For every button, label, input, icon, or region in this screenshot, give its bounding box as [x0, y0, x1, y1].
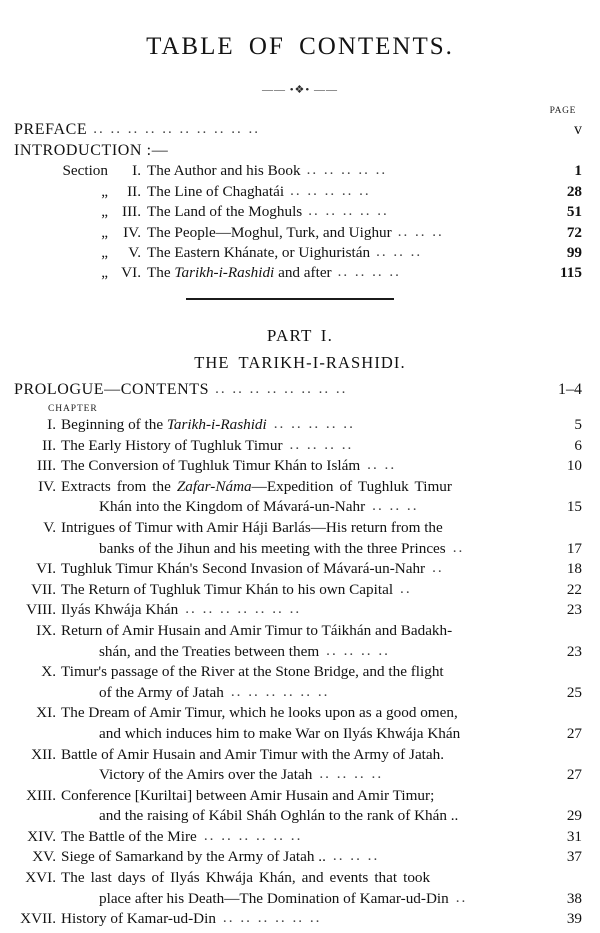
- toc-row-section-5[interactable]: [0, 243, 600, 263]
- chapter-page: 6: [574, 436, 582, 454]
- toc-row-chapter-6[interactable]: [0, 559, 600, 580]
- chapter-title-line2: shán, and the Treaties between them: [99, 642, 320, 660]
- chapter-page: 18: [566, 560, 582, 578]
- chapter-page: 25: [566, 683, 582, 701]
- toc-row-chapter-1[interactable]: [0, 415, 600, 436]
- leader-dots: .. .. .. .. ..: [273, 415, 355, 432]
- front-matter-list: [0, 120, 600, 284]
- chapter-numeral: XVI.: [25, 869, 56, 887]
- toc-row-section-2[interactable]: [0, 182, 600, 202]
- section-title: The Author and his Book: [147, 162, 301, 180]
- chapter-title-line2: Victory of the Amirs over the Jatah: [99, 766, 313, 784]
- chapter-numeral: XVII.: [20, 910, 56, 928]
- chapter-title: The Dream of Amir Timur, which he looks upon as a good omen,: [61, 704, 458, 722]
- chapter-numeral: XIV.: [27, 827, 56, 845]
- toc-row-chapter-9[interactable]: [0, 621, 600, 642]
- leader-dots: .. .. .. .. .. ..: [230, 682, 330, 700]
- section-title-italic: Tarikh-i-Rashidi: [174, 264, 275, 282]
- chapter-numeral: I.: [47, 416, 56, 433]
- chapter-title: The Conversion of Tughluk Timur Khán to Islám: [61, 457, 361, 475]
- leader-dots: .. .. .. .. .. ..: [203, 826, 303, 844]
- chapter-page: 10: [566, 457, 582, 475]
- chapter-title-line2: and the raising of Kábil Sháh Oghlán to the rank of Khán ..: [99, 807, 459, 825]
- leader-dots: .. .. ..: [332, 847, 380, 865]
- toc-row-chapter-16[interactable]: [0, 868, 600, 889]
- section-numeral: I.: [132, 162, 141, 180]
- toc-row-chapter-16-cont[interactable]: [0, 889, 600, 910]
- prologue-block: [0, 380, 600, 415]
- chapter-page: 23: [566, 601, 582, 619]
- leader-dots: .. .. .. .. .. .. .. ..: [215, 381, 348, 397]
- leader-dots: .. .. .. .. .. .. ..: [185, 600, 302, 618]
- toc-row-chapter-4[interactable]: [0, 477, 600, 498]
- leader-dots: ..: [400, 579, 412, 597]
- chapter-title: Conference [Kuriltai] between Amir Husain and Amir Timur;: [61, 786, 435, 804]
- toc-row-chapter-4-cont[interactable]: [0, 497, 600, 518]
- chapter-page: 22: [566, 580, 582, 598]
- section-label: „: [101, 244, 108, 262]
- toc-row-chapter-11[interactable]: [0, 703, 600, 724]
- chapter-title-part1: Extracts from the: [61, 477, 177, 495]
- toc-row-section-6[interactable]: [0, 263, 600, 283]
- section-page: 51: [566, 203, 582, 221]
- chapter-title-line2: banks of the Jihun and his meeting with the three Princes: [99, 539, 446, 557]
- section-page: 1: [574, 162, 582, 180]
- page-column-header: PAGE: [549, 106, 576, 116]
- chapter-numeral: XI.: [36, 704, 56, 722]
- toc-row-introduction: [0, 140, 600, 161]
- chapter-page: 38: [566, 889, 582, 907]
- leader-dots: .. .. .. .. ..: [308, 203, 389, 220]
- chapter-title: Timur's passage of the River at the Stone Bridge, and the flight: [61, 663, 444, 681]
- chapter-title-part2: —Expedition of Tughluk Timur: [251, 477, 452, 495]
- toc-row-chapter-14[interactable]: [0, 827, 600, 848]
- chapter-numeral: XIII.: [26, 786, 56, 804]
- toc-row-chapter-17[interactable]: [0, 909, 600, 930]
- leader-dots: .. .. .. ..: [319, 765, 384, 783]
- chapter-page: 27: [566, 766, 582, 784]
- chapter-title-line2: place after his Death—The Domination of Kamar-ud-Din: [99, 889, 449, 907]
- chapter-numeral: VIII.: [26, 601, 56, 619]
- section-numeral: IV.: [123, 223, 141, 241]
- leader-dots: ..: [452, 538, 465, 556]
- leader-dots: .. ..: [367, 456, 397, 474]
- section-page: 115: [560, 264, 582, 282]
- leader-dots: .. .. .. .. ..: [290, 182, 371, 199]
- leader-dots: .. .. .. ..: [326, 641, 390, 659]
- chapter-title-italic: Zafar-Náma: [176, 477, 252, 495]
- toc-row-chapter-15[interactable]: [0, 847, 600, 868]
- chapter-title: Battle of Amir Husain and Amir Timur with the Army of Jatah.: [61, 745, 445, 763]
- chapter-title: Tughluk Timur Khán's Second Invasion of Mávará-un-Nahr: [61, 560, 426, 578]
- section-title: The People—Moghul, Turk, and Uighur: [147, 223, 392, 241]
- toc-row-chapter-3[interactable]: [0, 456, 600, 477]
- toc-row-chapter-8[interactable]: [0, 600, 600, 621]
- section-title-part2: and after: [274, 264, 332, 282]
- prologue-label: PROLOGUE—CONTENTS: [14, 381, 210, 398]
- chapter-title-line2: and which induces him to make War on Ilyás Khwája Khán: [99, 724, 461, 742]
- prologue-page: 1–4: [558, 381, 582, 398]
- chapter-page: 39: [566, 910, 582, 928]
- section-page: 28: [566, 182, 582, 200]
- section-label: „: [101, 182, 108, 200]
- chapter-title: The Battle of the Mire: [61, 827, 197, 845]
- toc-row-preface[interactable]: [0, 120, 600, 140]
- chapter-numeral: VI.: [36, 560, 56, 578]
- section-title: The Eastern Khánate, or Uighuristán: [147, 244, 371, 262]
- preface-page: v: [574, 121, 582, 138]
- chapter-title: [61, 477, 452, 498]
- chapter-title-line2: of the Army of Jatah: [99, 683, 224, 701]
- part-subtitle: THE TARIKH-I-RASHIDI.: [194, 353, 406, 372]
- chapter-title-italic: Tarikh-i-Rashidi: [166, 416, 267, 433]
- chapter-numeral: V.: [43, 518, 56, 536]
- toc-row-section-1[interactable]: [0, 161, 600, 181]
- toc-row-section-3[interactable]: [0, 202, 600, 222]
- toc-row-chapter-5[interactable]: [0, 518, 600, 539]
- leader-dots: .. .. .. .. .. .. .. .. .. ..: [93, 121, 261, 137]
- chapter-title-line2: Khán into the Kingdom of Mávará-un-Nahr: [99, 498, 366, 516]
- leader-dots: .. .. .. .. .. ..: [222, 909, 322, 927]
- section-label: „: [101, 264, 108, 282]
- leader-dots: .. .. .. ..: [289, 435, 354, 453]
- toc-row-chapter-5-cont[interactable]: [0, 539, 600, 560]
- preface-label: PREFACE: [14, 121, 88, 138]
- chapter-page: 27: [566, 724, 582, 742]
- chapter-title: The Return of Tughluk Timur Khán to his own Capital: [61, 580, 394, 598]
- toc-row-chapter-2[interactable]: [0, 436, 600, 457]
- chapter-numeral: XV.: [32, 848, 56, 866]
- chapter-title: Return of Amir Husain and Amir Timur to Táikhán and Badakh-: [61, 621, 453, 639]
- leader-dots: ..: [432, 559, 444, 577]
- toc-row-chapter-12-cont[interactable]: [0, 765, 600, 786]
- section-label: „: [101, 203, 108, 221]
- section-numeral: III.: [122, 203, 141, 221]
- leader-dots: .. .. .. .. ..: [306, 162, 388, 179]
- toc-row-chapter-12[interactable]: [0, 745, 600, 766]
- leader-dots: .. .. ..: [376, 244, 423, 261]
- chapter-title: The Early History of Tughluk Timur: [61, 436, 283, 454]
- chapter-title: The last days of Ilyás Khwája Khán, and events that took: [61, 869, 431, 887]
- chapter-page: 29: [566, 807, 582, 825]
- chapter-title: [61, 415, 267, 436]
- leader-dots: .. .. ..: [397, 223, 444, 240]
- section-label: Section: [62, 162, 108, 180]
- chapter-numeral: VII.: [31, 580, 56, 598]
- section-numeral: V.: [128, 244, 141, 262]
- chapter-page: 37: [566, 848, 582, 866]
- toc-row-chapter-13[interactable]: [0, 786, 600, 807]
- section-numeral: VI.: [121, 264, 141, 282]
- chapter-title: Intrigues of Timur with Amir Háji Barlás—His return from the: [61, 518, 443, 536]
- chapter-numeral: X.: [41, 663, 56, 681]
- section-divider-rule: [186, 298, 394, 300]
- leader-dots: ..: [455, 888, 468, 906]
- leader-dots: .. .. .. ..: [337, 264, 401, 281]
- chapter-page: 5: [574, 416, 582, 433]
- chapter-numeral: IX.: [36, 621, 56, 639]
- section-title: The Line of Chaghatái: [147, 182, 285, 200]
- toc-row-chapter-11-cont[interactable]: [0, 724, 600, 745]
- chapter-title: History of Kamar-ud-Din: [61, 910, 216, 928]
- section-title: [141, 263, 332, 283]
- chapter-column-header: CHAPTER: [48, 404, 98, 415]
- chapter-page: 31: [566, 827, 582, 845]
- toc-row-chapter-9-cont[interactable]: [0, 642, 600, 663]
- chapter-title-part1: Beginning of the: [61, 416, 167, 433]
- page-title: TABLE OF CONTENTS.: [146, 33, 454, 60]
- toc-row-prologue[interactable]: [0, 380, 600, 400]
- section-label: „: [101, 223, 108, 241]
- section-numeral: II.: [127, 182, 141, 200]
- toc-row-chapter-10[interactable]: [0, 662, 600, 683]
- chapter-numeral: II.: [42, 436, 56, 454]
- chapter-page: 17: [566, 539, 582, 557]
- chapter-page: 23: [566, 642, 582, 660]
- toc-row-chapter-7[interactable]: [0, 580, 600, 601]
- toc-row-chapter-13-cont[interactable]: [0, 806, 600, 827]
- section-title-part1: The: [147, 264, 175, 282]
- leader-dots: .. .. ..: [372, 497, 419, 515]
- section-page: 99: [566, 244, 582, 262]
- chapter-page: 15: [566, 498, 582, 516]
- chapter-numeral: III.: [37, 457, 56, 475]
- toc-row-section-4[interactable]: [0, 223, 600, 243]
- part-title: PART I.: [266, 326, 334, 345]
- chapter-list: [0, 415, 600, 930]
- section-title: The Land of the Moghuls: [147, 203, 303, 221]
- chapter-numeral: XII.: [31, 745, 56, 763]
- chapter-title: Ilyás Khwája Khán: [61, 601, 179, 619]
- chapter-numeral: IV.: [38, 477, 56, 495]
- introduction-label: INTRODUCTION :—: [14, 142, 169, 160]
- ornament-divider: —— •❖• ——: [261, 84, 339, 96]
- toc-row-chapter-10-cont[interactable]: [0, 683, 600, 704]
- section-page: 72: [566, 223, 582, 241]
- chapter-title: Siege of Samarkand by the Army of Jatah ..: [61, 848, 326, 866]
